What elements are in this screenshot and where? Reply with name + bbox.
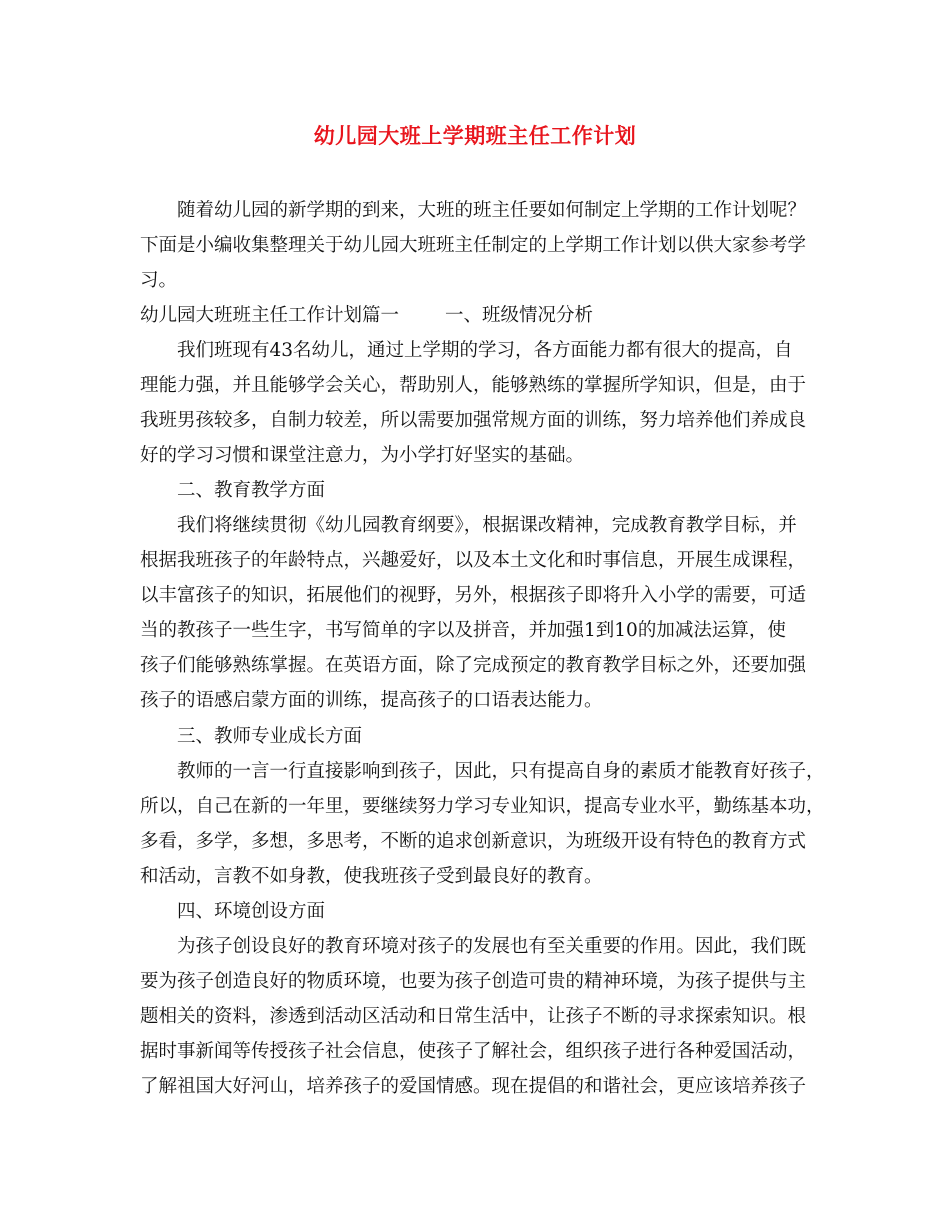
paragraph-line: 为孩子创设良好的教育环境对孩子的发展也有至关重要的作用。因此，我们既	[177, 936, 807, 957]
intro-line: 随着幼儿园的新学期的到来，大班的班主任要如何制定上学期的工作计划呢？	[177, 200, 807, 221]
paragraph-line: 孩子们能够熟练掌握。在英语方面，除了完成预定的教育教学目标之外，还要加强	[140, 655, 807, 676]
section-heading-row	[140, 304, 820, 328]
paragraph-line: 以丰富孩子的知识，拓展他们的视野，另外，根据孩子即将升入小学的需要，可适	[140, 585, 807, 606]
paragraph-line: 题相关的资料，渗透到活动区活动和日常生活中，让孩子不断的寻求探索知识。根	[140, 1006, 807, 1027]
section-heading: 三、教师专业成长方面	[177, 726, 363, 747]
article-subtitle: 幼儿园大班班主任工作计划篇一	[140, 305, 400, 326]
paragraph-line: 理能力强，并且能够学会关心，帮助别人，能够熟练的掌握所学知识，但是，由于	[140, 375, 807, 396]
paragraph-line: 教师的一言一行直接影响到孩子，因此，只有提高自身的素质才能教育好孩子，	[177, 761, 825, 782]
paragraph-line: 多看，多学，多想，多思考，不断的追求创新意识，为班级开设有特色的教育方式	[140, 831, 807, 852]
paragraph-line: 我们将继续贯彻《幼儿园教育纲要》，根据课改精神，完成教育教学目标，并	[177, 515, 797, 536]
intro-line: 下面是小编收集整理关于幼儿园大班班主任制定的上学期工作计划以供大家参考学	[140, 235, 807, 256]
intro-line: 习。	[140, 270, 178, 291]
paragraph-line: 了解祖国大好河山，培养孩子的爱国情感。现在提倡的和谐社会，更应该培养孩子	[140, 1076, 807, 1097]
document-title: 幼儿园大班上学期班主任工作计划	[313, 123, 637, 148]
section-heading: 一、班级情况分析	[445, 305, 594, 326]
paragraph-line: 孩子的语感启蒙方面的训练，提高孩子的口语表达能力。	[140, 690, 603, 711]
paragraph-line: 据时事新闻等传授孩子社会信息，使孩子了解社会，组织孩子进行各种爱国活动，	[140, 1041, 807, 1062]
section-heading: 二、教育教学方面	[177, 480, 326, 501]
paragraph-line: 当的教孩子一些生字，书写简单的字以及拼音，并加强1到10的加减法运算，使	[140, 620, 786, 641]
paragraph-line: 和活动，言教不如身教，使我班孩子受到最良好的教育。	[140, 866, 603, 887]
paragraph-line: 我们班现有43名幼儿，通过上学期的学习，各方面能力都有很大的提高，自	[177, 340, 793, 361]
paragraph-line: 好的学习习惯和课堂注意力，为小学打好坚实的基础。	[140, 445, 585, 466]
paragraph-line: 我班男孩较多，自制力较差，所以需要加强常规方面的训练，努力培养他们养成良	[140, 410, 807, 431]
section-heading: 四、环境创设方面	[177, 901, 326, 922]
paragraph-line: 要为孩子创造良好的物质环境，也要为孩子创造可贵的精神环境，为孩子提供与主	[140, 971, 807, 992]
paragraph-line: 根据我班孩子的年龄特点，兴趣爱好，以及本土文化和时事信息，开展生成课程，	[140, 550, 807, 571]
paragraph-line: 所以，自己在新的一年里，要继续努力学习专业知识，提高专业水平，勤练基本功，	[140, 796, 825, 817]
